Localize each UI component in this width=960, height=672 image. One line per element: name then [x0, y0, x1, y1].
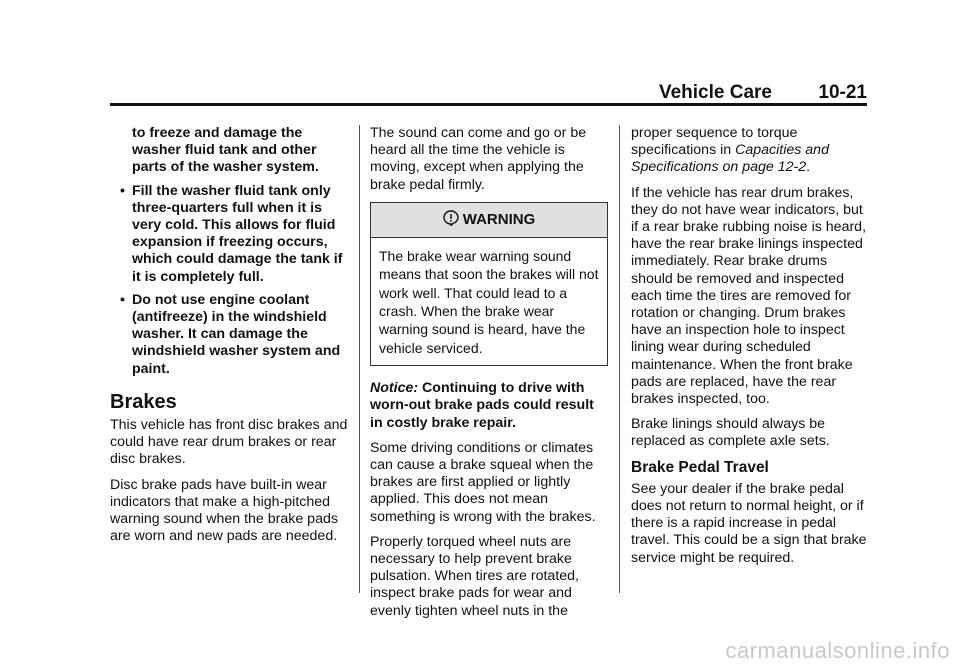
notice — [370, 380, 608, 432]
cross-reference-link[interactable]: Capacities and Specifications on page 12-2 — [631, 142, 829, 176]
bullet-icon: • — [120, 291, 125, 308]
section-title: Vehicle Care — [658, 82, 772, 103]
warning-box — [370, 202, 608, 366]
warning-header — [371, 203, 607, 238]
bullet-icon: • — [120, 182, 125, 199]
paragraph: Properly torqued wheel nuts are necessary to help prevent brake pulsation. When tires are rotated, inspect brake pads for wear and evenly tighten wheel nuts in the — [370, 533, 579, 619]
page-header — [110, 82, 867, 104]
notice-text: Continuing to drive with worn-out brake pads could result in costly brake repair. — [370, 380, 594, 431]
warning-title: WARNING — [462, 211, 536, 229]
paragraph: The sound can come and go or be heard all the time the vehicle is moving, except when applying the brake pedal firmly. — [370, 125, 587, 193]
bullet-text: Fill the washer fluid tank only three-quarters full when it is very cold. This allows for fluid expansion if freezing occurs, which could damage the tank if it is completely full. — [132, 182, 343, 285]
column-divider-1 — [359, 125, 360, 593]
paragraph-end: . — [806, 159, 811, 176]
column-3 — [631, 125, 867, 575]
warning-triangle-icon — [443, 210, 459, 230]
continuation-text: to freeze and damage the washer fluid tank and other parts of the washer system. — [132, 125, 319, 176]
section-heading: Brakes — [110, 390, 177, 413]
paragraph: See your dealer if the brake pedal does not return to normal height, or if there is a rapid increase in pedal travel. This could be a sign that brake service might be required. — [631, 480, 867, 566]
warning-body: The brake wear warning sound means that soon the brakes will not work well. That could lead to a crash. When the brake wear warning sound is heard, have the vehicle serviced. — [379, 247, 599, 356]
paragraph: This vehicle has front disc brakes and could have rear drum brakes or rear disc brakes. — [110, 417, 348, 468]
paragraph: Some driving conditions or climates can cause a brake squeal when the brakes are first applied or lightly applied. This does not mean something is wrong with the brakes. — [370, 439, 596, 525]
paragraph — [631, 125, 867, 177]
page-number: 10-21 — [818, 82, 867, 103]
column-divider-2 — [619, 125, 620, 593]
paragraph: Disc brake pads have built-in wear indicators that make a high-pitched warning sound when the brake pads are worn and new pads are needed. — [110, 476, 338, 545]
paragraph: Brake linings should always be replaced as complete axle sets. — [631, 416, 830, 450]
subsection-heading: Brake Pedal Travel — [631, 458, 769, 476]
header-rule — [110, 103, 867, 106]
paragraph-text: proper sequence to torque specifications in — [631, 125, 798, 159]
column-2 — [370, 125, 608, 628]
bullet-item — [110, 292, 348, 378]
paragraph: If the vehicle has rear drum brakes, they do not have wear indicators, but if a rear brake rubbing noise is heard, have the rear brake linings inspected immediately. Rear brake drums should be removed and inspected each time the tires are removed for rotation or changing. Drum brakes have an inspection hole to inspect lining wear during scheduled maintenance. When the front brake pads are replaced, have the rear brakes inspected, too. — [631, 184, 867, 408]
bullet-item — [110, 183, 348, 286]
watermark: carmanualsonline.info — [725, 638, 950, 663]
column-1 — [110, 125, 348, 553]
bullet-text: Do not use engine coolant (antifreeze) in the windshield washer. It can damage the windshield washer system and paint. — [132, 291, 341, 377]
notice-label: Notice: — [370, 380, 419, 397]
